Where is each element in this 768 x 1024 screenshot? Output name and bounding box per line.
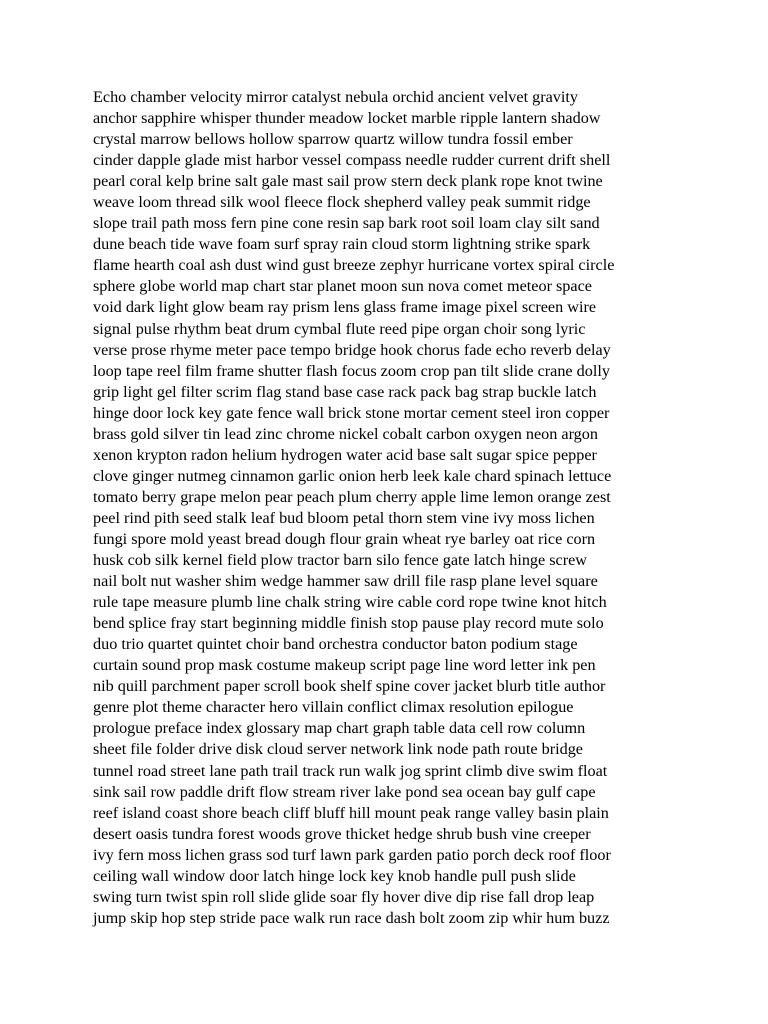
text-line: xenon krypton radon helium hydrogen water acid base salt sugar spice pepper xyxy=(93,445,597,464)
text-line: reef island coast shore beach cliff bluff hill mount peak range valley basin plain xyxy=(93,803,609,822)
text-line: Echo chamber velocity mirror catalyst nebula orchid ancient velvet gravity xyxy=(93,88,578,106)
text-line: sink sail row paddle drift flow stream river lake pond sea ocean bay gulf cape xyxy=(93,782,596,801)
text-line: tomato berry grape melon pear peach plum cherry apple lime lemon orange zest xyxy=(93,487,611,506)
text-line: void dark light glow beam ray prism lens glass frame image pixel screen wire xyxy=(93,298,597,317)
text-line: nib quill parchment paper scroll book shelf spine cover jacket blurb title author xyxy=(93,677,606,696)
text-line: cinder dapple glade mist harbor vessel compass needle rudder current drift shell xyxy=(93,151,611,170)
text-line: rule tape measure plumb line chalk string wire cable cord rope twine knot hitch xyxy=(93,593,607,612)
text-line: fungi spore mold yeast bread dough flour grain wheat rye barley oat rice corn xyxy=(93,529,596,548)
text-line: verse prose rhyme meter pace tempo bridge hook chorus fade echo reverb delay xyxy=(93,340,611,359)
text-line: jump skip hop step stride pace walk run race dash bolt zoom zip whir hum buzz xyxy=(93,908,610,927)
text-line: curtain sound prop mask costume makeup script page line word letter ink pen xyxy=(93,656,596,675)
text-line: anchor sapphire whisper thunder meadow locket marble ripple lantern shadow xyxy=(93,109,601,128)
text-line: ceiling wall window door latch hinge lock key knob handle pull push slide xyxy=(93,866,576,885)
body-paragraph xyxy=(93,87,693,929)
text-line: loop tape reel film frame shutter flash focus zoom crop pan tilt slide crane dolly xyxy=(93,361,610,380)
text-line: duo trio quartet quintet choir band orchestra conductor baton podium stage xyxy=(93,635,578,654)
text-line: slope trail path moss fern pine cone resin sap bark root soil loam clay silt sand xyxy=(93,214,600,233)
text-line: peel rind pith seed stalk leaf bud bloom petal thorn stem vine ivy moss lichen xyxy=(93,508,595,527)
text-line: nail bolt nut washer shim wedge hammer saw drill file rasp plane level square xyxy=(93,572,598,591)
text-line: crystal marrow bellows hollow sparrow quartz willow tundra fossil ember xyxy=(93,130,573,149)
text-line: ivy fern moss lichen grass sod turf lawn park garden patio porch deck roof floor xyxy=(93,845,611,864)
text-line: dune beach tide wave foam surf spray rain cloud storm lightning strike spark xyxy=(93,235,591,254)
text-line: desert oasis tundra forest woods grove thicket hedge shrub bush vine creeper xyxy=(93,824,591,843)
text-line: grip light gel filter scrim flag stand base case rack pack bag strap buckle latch xyxy=(93,382,597,401)
text-line: husk cob silk kernel field plow tractor barn silo fence gate latch hinge screw xyxy=(93,551,587,570)
text-line: sheet file folder drive disk cloud server network link node path route bridge xyxy=(93,740,583,759)
text-line: tunnel road street lane path trail track run walk jog sprint climb dive swim float xyxy=(93,761,608,780)
text-line: sphere globe world map chart star planet moon sun nova comet meteor space xyxy=(93,277,592,296)
text-line: signal pulse rhythm beat drum cymbal flute reed pipe organ choir song lyric xyxy=(93,319,586,338)
text-line: weave loom thread silk wool fleece flock shepherd valley peak summit ridge xyxy=(93,193,591,212)
text-line: swing turn twist spin roll slide glide soar fly hover dive dip rise fall drop leap xyxy=(93,887,595,906)
text-line: flame hearth coal ash dust wind gust breeze zephyr hurricane vortex spiral circle xyxy=(93,256,615,275)
text-line: hinge door lock key gate fence wall brick stone mortar cement steel iron copper xyxy=(93,403,610,422)
text-line: brass gold silver tin lead zinc chrome nickel cobalt carbon oxygen neon argon xyxy=(93,424,598,443)
text-line: pearl coral kelp brine salt gale mast sail prow stern deck plank rope knot twine xyxy=(93,172,603,191)
text-line: bend splice fray start beginning middle finish stop pause play record mute solo xyxy=(93,614,604,633)
text-line: genre plot theme character hero villain conflict climax resolution epilogue xyxy=(93,698,574,717)
text-line: clove ginger nutmeg cinnamon garlic onion herb leek kale chard spinach lettuce xyxy=(93,466,612,485)
text-line: prologue preface index glossary map chart graph table data cell row column xyxy=(93,719,586,738)
